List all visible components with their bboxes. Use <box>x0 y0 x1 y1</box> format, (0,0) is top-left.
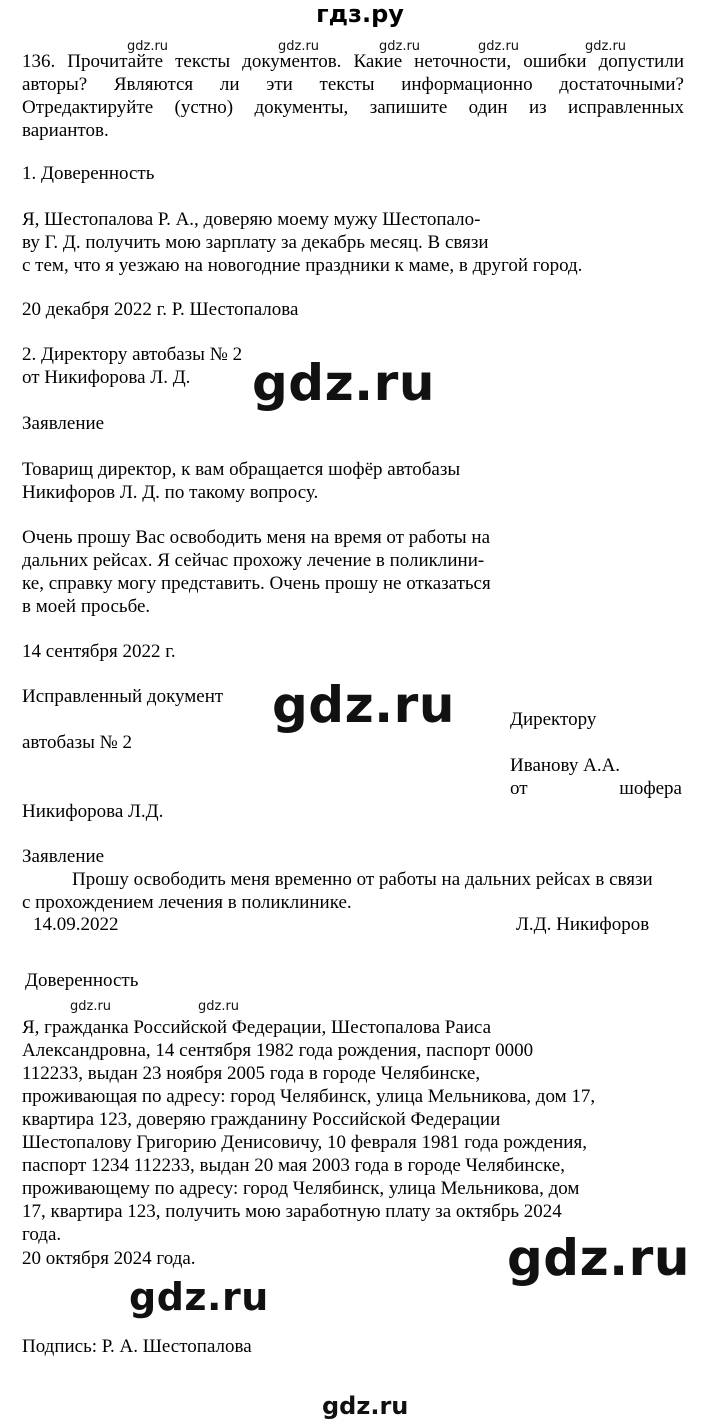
task-line-3: Отредактируйте (устно) документы, запишите один из исправленных <box>22 97 684 118</box>
corrected-autobase: автобазы № 2 <box>22 732 132 753</box>
watermark-small: gdz.ru <box>127 39 169 54</box>
doc2-para2-line-4: в моей просьбе. <box>22 596 151 617</box>
power-line-7: паспорт 1234 112233, выдан 20 мая 2003 года в городе Челябинске, <box>22 1155 565 1176</box>
doc2-date: 14 сентября 2022 г. <box>22 641 176 662</box>
power-line-9: 17, квартира 123, получить мою заработную плату за октябрь 2024 <box>22 1201 562 1222</box>
power-date: 20 октября 2024 года. <box>22 1248 196 1269</box>
power-line-8: проживающему по адресу: город Челябинск, улица Мельникова, дом <box>22 1178 580 1199</box>
watermark-footer: gdz.ru <box>322 1392 409 1420</box>
power-line-3: 112233, выдан 23 ноября 2005 года в городе Челябинске, <box>22 1063 481 1084</box>
power-signature: Подпись: Р. А. Шестопалова <box>22 1336 252 1357</box>
power-line-6: Шестопалову Григорию Денисовичу, 10 февраля 1981 года рождения, <box>22 1132 587 1153</box>
watermark-large: gdz.ru <box>252 354 435 412</box>
power-line-10: года. <box>22 1224 62 1245</box>
doc2-para2-line-2: дальних рейсах. Я сейчас прохожу лечение в поликлини- <box>22 550 485 571</box>
corrected-from-word: от <box>510 778 528 799</box>
power-line-2: Александровна, 14 сентября 1982 года рождения, паспорт 0000 <box>22 1040 534 1061</box>
watermark-small: gdz.ru <box>478 39 520 54</box>
watermark-medium: gdz.ru <box>129 1275 269 1319</box>
watermark-small: gdz.ru <box>70 999 112 1014</box>
corrected-from-name: Никифорова Л.Д. <box>22 801 164 822</box>
doc2-para2-line-1: Очень прошу Вас освободить меня на время от работы на <box>22 527 491 548</box>
watermark-small: gdz.ru <box>198 999 240 1014</box>
corrected-to-1: Директору <box>510 709 597 730</box>
doc2-title: Заявление <box>22 413 105 434</box>
doc2-addressee-2: от Никифорова Л. Д. <box>22 367 191 388</box>
power-line-4: проживающая по адресу: город Челябинск, улица Мельникова, дом 17, <box>22 1086 596 1107</box>
watermark-small: gdz.ru <box>379 39 421 54</box>
corrected-from-role: шофера <box>619 778 682 799</box>
doc2-para1-line-2: Никифоров Л. Д. по такому вопросу. <box>22 482 319 503</box>
corrected-body-1: Прошу освободить меня временно от работы на дальних рейсах в связи <box>72 869 653 890</box>
watermark-small: gdz.ru <box>278 39 320 54</box>
task-line-1: 136. Прочитайте тексты документов. Какие неточности, ошибки допустили <box>22 51 684 72</box>
corrected-date: 14.09.2022 <box>33 914 119 935</box>
doc1-line-2: ву Г. Д. получить мою зарплату за декабрь месяц. В связи <box>22 232 489 253</box>
corrected-heading: Исправленный документ <box>22 686 224 707</box>
corrected-title: Заявление <box>22 846 105 867</box>
doc2-para1-line-1: Товарищ директор, к вам обращается шофёр автобазы <box>22 459 461 480</box>
corrected-body-2: с прохождением лечения в поликлинике. <box>22 892 352 913</box>
corrected-signature: Л.Д. Никифоров <box>516 914 650 935</box>
doc1-line-1: Я, Шестопалова Р. А., доверяю моему мужу Шестопало- <box>22 209 481 230</box>
watermark-large: gdz.ru <box>272 676 455 734</box>
doc2-addressee-1: 2. Директору автобазы № 2 <box>22 344 243 365</box>
task-line-2: авторы? Являются ли эти тексты информационно достаточными? <box>22 74 684 95</box>
task-line-4: вариантов. <box>22 120 109 141</box>
watermark-large: gdz.ru <box>507 1229 690 1287</box>
site-header: гдз.ру <box>316 0 404 28</box>
power-title: Доверенность <box>25 970 139 991</box>
corrected-to-2: Иванову А.А. <box>510 755 621 776</box>
power-line-5: квартира 123, доверяю гражданину Российской Федерации <box>22 1109 501 1130</box>
watermark-small: gdz.ru <box>585 39 627 54</box>
doc2-para2-line-3: ке, справку могу представить. Очень прошу не отказаться <box>22 573 491 594</box>
doc1-date-sign: 20 декабря 2022 г. Р. Шестопалова <box>22 299 299 320</box>
power-line-1: Я, гражданка Российской Федерации, Шестопалова Раиса <box>22 1017 492 1038</box>
doc1-title: 1. Доверенность <box>22 163 155 184</box>
doc1-line-3: с тем, что я уезжаю на новогодние праздники к маме, в другой город. <box>22 255 583 276</box>
